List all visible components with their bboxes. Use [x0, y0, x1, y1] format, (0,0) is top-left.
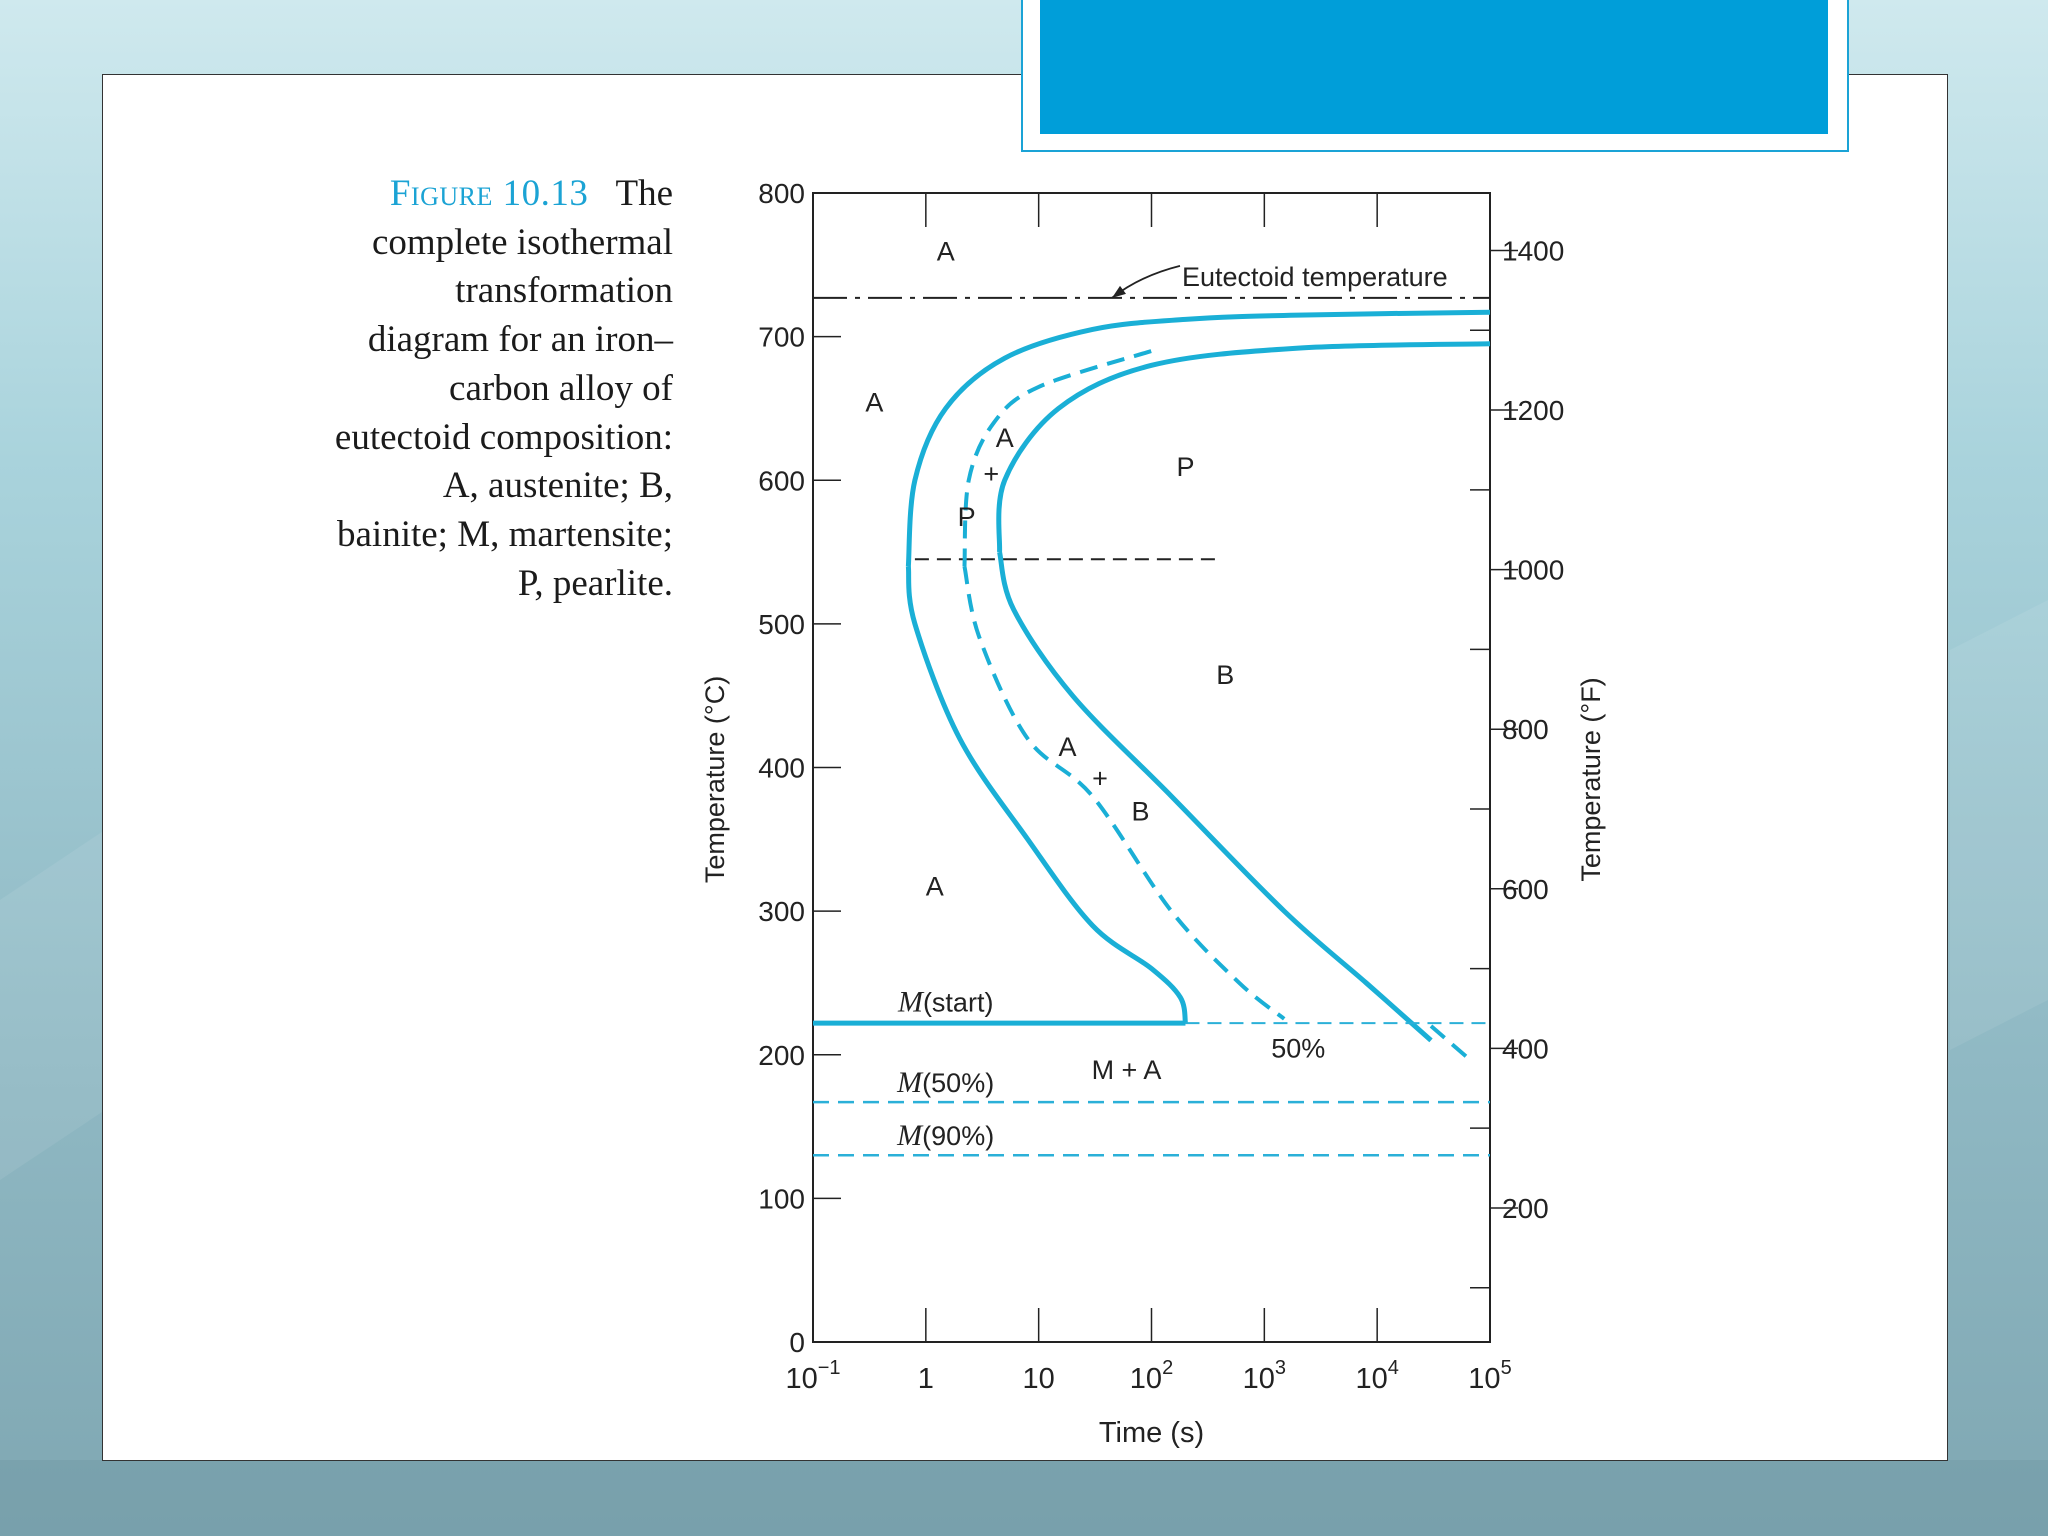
annotation-15: M(50%) [897, 1066, 995, 1100]
y2-tick-label: 600 [1502, 873, 1549, 905]
y-tick-label: 0 [789, 1327, 805, 1358]
annotation-3: A [995, 423, 1014, 454]
curve-1 [908, 566, 1185, 1023]
annotation-2: A [865, 387, 884, 418]
annotation-6: P [1176, 451, 1195, 482]
x-tick-label: $10^2$ [1129, 1357, 1174, 1395]
x-tick-label: 10 [1022, 1363, 1055, 1395]
annotation-7: B [1216, 660, 1235, 691]
labels-group [865, 236, 1447, 1152]
y-axis-label: Temperature (°C) [700, 675, 730, 884]
y-tick-label: 800 [758, 178, 805, 209]
eutectoid-arrowhead [1112, 286, 1126, 298]
annotation-8: A [1058, 731, 1077, 762]
x-tick-label: $10^5$ [1468, 1357, 1512, 1395]
annotation-13: 50% [1271, 1033, 1326, 1064]
y-tick-label: 600 [758, 465, 805, 497]
annotation-9: + [1092, 763, 1108, 794]
y-tick-label: 100 [758, 1183, 805, 1215]
annotation-16: M(90%) [897, 1119, 995, 1153]
figure-label: Figure 10.13 [389, 173, 589, 214]
x-tick-label: 1 [917, 1363, 934, 1395]
x-tick-label: $10^3$ [1242, 1357, 1287, 1395]
annotation-12: M(start) [897, 985, 994, 1019]
annotation-10: B [1131, 796, 1150, 827]
annotation-5: P [957, 502, 976, 533]
annotation-11: A [925, 871, 944, 902]
annotation-4: + [983, 459, 1000, 490]
annotation-0: Eutectoid temperature [1182, 261, 1448, 292]
y2-tick-label: 1200 [1502, 395, 1565, 427]
x-tick-label: $10^{-1}$ [785, 1357, 841, 1395]
x-tick-label: $10^4$ [1355, 1357, 1399, 1395]
y-tick-label: 400 [758, 752, 805, 784]
y-tick-label: 300 [758, 896, 805, 928]
y2-tick-label: 1400 [1502, 235, 1565, 267]
curve-5 [1000, 552, 1431, 1040]
y2-tick-label: 200 [1502, 1192, 1549, 1224]
y2-tick-label: 800 [1502, 714, 1549, 746]
curve-4 [999, 344, 1490, 552]
curve-6 [1431, 1026, 1473, 1062]
annotation-1: A [936, 236, 955, 267]
y-tick-label: 700 [758, 321, 805, 353]
x-axis-label: Time (s) [1098, 1417, 1205, 1449]
axes-group [700, 178, 1606, 1449]
y-tick-label: 200 [758, 1039, 805, 1071]
curves-group [813, 266, 1490, 1155]
y2-axis-label: Temperature (°F) [1576, 677, 1606, 882]
y2-tick-label: 1000 [1502, 554, 1565, 586]
caption-text: The complete isothermal transformation diagram for an iron–carbon alloy of eutectoid composition: A, austenite; B, bainite; M, martensite; P, pearlite. [334, 173, 673, 604]
annotation-14: M + A [1091, 1055, 1162, 1086]
y-tick-label: 500 [758, 608, 805, 640]
y2-tick-label: 400 [1502, 1033, 1549, 1065]
